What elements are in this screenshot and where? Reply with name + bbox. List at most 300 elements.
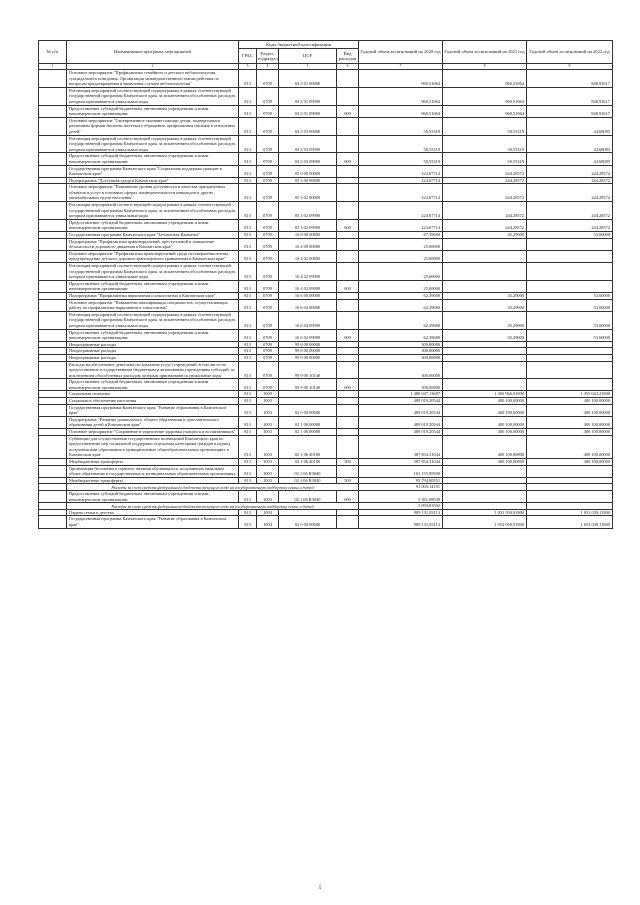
column-number-cell: 5 [279,64,337,70]
amount-2020-cell: 50,55319 [359,153,443,165]
table-row [39,70,613,88]
col-grbs-header: ГРБС [239,49,257,64]
row-number-cell [39,219,67,231]
section-cell: 0709 [257,219,279,231]
amount-2021-cell [443,490,527,502]
section-cell: 0709 [257,280,279,292]
amount-2020-cell: 960,51064 [359,87,443,105]
csr-cell: 04 3 01 09990 [279,87,337,105]
column-number-cell: 8 [443,64,527,70]
amount-2022-cell: 1 053 039,11800 [527,516,613,528]
row-name-cell: Основное мероприятие "Повышение уровня доступности и качества приоритетных объектов и услуг в основных сферах жизнедеятельности инвалидов и других маломобильных групп населения" [67,184,239,202]
row-number-cell [39,361,67,379]
table-row [39,490,613,502]
col-2022-header: Годовой объем ассигнований на 2022 год [527,41,613,64]
csr-cell: 02 1 06 R3040 [279,490,337,502]
grbs-cell: 813 [239,404,257,416]
section-cell: 0709 [257,105,279,117]
csr-cell: 02 1 06 00000 [279,429,337,436]
grbs-cell: 813 [239,361,257,379]
grbs-cell: 813 [239,435,257,458]
amount-2021-cell: 1 456 966,01800 [443,391,527,398]
col-csr-header: ЦСР [279,49,337,64]
vr-cell [337,202,359,220]
amount-2020-cell: 489 019,20544 [359,404,443,416]
amount-2022-cell: 848,93617 [527,105,613,117]
section-cell: 0709 [257,135,279,153]
amount-2022-cell: 400 100,00000 [527,435,613,458]
amount-2021-cell [443,348,527,355]
amount-2022-cell: 53,60000 [527,299,613,311]
amount-2022-cell: 244,28572 [527,219,613,231]
amount-2022-cell: 44,68085 [527,153,613,165]
row-number-cell [39,299,67,311]
amount-2022-cell [527,361,613,379]
row-name-cell: Государственная программа Камчатского края "Развитие образования в Камчатском крае" [67,404,239,416]
grbs-cell: 813 [239,184,257,202]
row-name-cell: Непрограммные расходы [67,341,239,348]
amount-2021-cell: 45,29000 [443,232,527,239]
csr-cell [279,398,337,405]
row-number-cell [39,379,67,391]
amount-2022-cell: 53,60000 [527,311,613,329]
grbs-cell: 813 [239,459,257,466]
grbs-cell: 813 [239,165,257,177]
amount-2021-cell: 244,28572 [443,165,527,177]
row-name-cell: Реализация мероприятий соответствующей подпрограммы в рамках соответствующей государственной программы Камчатского края, за исключением обособленных расходов, которым присваиваются уникальные коды [67,202,239,220]
csr-cell: 02 1 06 R3040 [279,465,337,477]
vr-cell: 600 [337,490,359,502]
section-cell: 0709 [257,238,279,250]
amount-2022-cell: 244,28572 [527,184,613,202]
csr-cell: 04 3 01 00000 [279,70,337,88]
table-row [39,250,613,262]
row-name-cell: Предоставление субсидий бюджетным, автономным учреждениям и иным некоммерческим организациям [67,153,239,165]
vr-cell [337,404,359,416]
row-number-cell [39,184,67,202]
amount-2020-cell: 50,55319 [359,135,443,153]
row-number-cell [39,503,67,510]
vr-cell [337,165,359,177]
amount-2020-cell: 489 019,20544 [359,416,443,428]
amount-2020-cell: 300,00000 [359,341,443,348]
grbs-cell: 813 [239,477,257,484]
amount-2020-cell: 1 480 047,13687 [359,391,443,398]
column-number-cell: 6 [337,64,359,70]
row-name-cell: Подпрограмма "Доступная среда в Камчатском крае" [67,177,239,184]
amount-2020-cell: 387 854,31044 [359,459,443,466]
vr-cell [337,87,359,105]
row-number-cell [39,311,67,329]
amount-2021-cell: 50,55319 [443,117,527,135]
vr-cell [337,238,359,250]
amount-2021-cell: 960,51064 [443,105,527,117]
row-name-cell: Подпрограмма "Развитие дошкольного, общего образования и дополнительного образования детей в Камчатском крае" [67,416,239,428]
table-row [39,292,613,299]
vr-cell [337,135,359,153]
csr-cell [279,391,337,398]
amount-2022-cell [527,280,613,292]
table-row [39,348,613,355]
grbs-cell: 813 [239,117,257,135]
table-row [39,509,613,516]
grbs-cell: 813 [239,263,257,281]
amount-2021-cell [443,503,527,510]
amount-2020-cell: 960,51064 [359,105,443,117]
row-name-cell: Субвенции для осуществления государственных полномочий Камчатского края по предоставлению мер социальной поддержки отдельным категориям граждан в период получения ими образования в муниципальных общеобразовательных организациях в Камчатском крае [67,435,239,458]
grbs-cell: 813 [239,416,257,428]
table-row [39,202,613,220]
amount-2022-cell [527,263,613,281]
row-name-cell: Реализация мероприятий соответствующей подпрограммы в рамках соответствующей государственной программы Камчатского края, за исключением обособленных расходов, которым присваиваются уникальные коды [67,263,239,281]
row-number-cell [39,280,67,292]
amount-2021-cell [443,354,527,361]
csr-cell: 99 0 00 00000 [279,341,337,348]
amount-2022-cell [527,250,613,262]
section-cell: 1003 [257,490,279,502]
col-vr-header: Вид расходов [337,49,359,64]
amount-2022-cell: 53,60000 [527,232,613,239]
section-cell: 1003 [257,477,279,484]
row-name-cell: Охрана семьи и детства [67,509,239,516]
row-number-cell [39,87,67,105]
amount-2020-cell: 62,39680 [359,299,443,311]
vr-cell [337,263,359,281]
amount-2020-cell: 25,00000 [359,250,443,262]
table-row [39,398,613,405]
grbs-cell: 813 [239,329,257,341]
amount-2022-cell: 848,93617 [527,87,613,105]
table-row [39,329,613,341]
grbs-cell: 813 [239,348,257,355]
amount-2022-cell [527,238,613,250]
amount-2022-cell [527,354,613,361]
csr-cell: 16 6 04 09990 [279,311,337,329]
row-number-cell [39,329,67,341]
vr-cell [337,435,359,458]
vr-cell [337,299,359,311]
amount-2020-cell: 50,55319 [359,117,443,135]
row-name-cell: Предоставление субсидий бюджетным, автономным учреждениям и иным некоммерческим организациям [67,490,239,502]
amount-2020-cell: 989 131,83113 [359,516,443,528]
csr-cell: 04 3 03 09990 [279,153,337,165]
table-row [39,404,613,416]
amount-2021-cell: 50,55319 [443,135,527,153]
csr-cell: 02 1 00 00000 [279,416,337,428]
row-number-cell [39,202,67,220]
col-codes-group-header: Коды бюджетной классификации [239,41,359,49]
section-cell: 0709 [257,177,279,184]
amount-2020-cell: 224,67714 [359,219,443,231]
row-number-cell [39,354,67,361]
row-number-cell [39,404,67,416]
vr-cell: 500 [337,477,359,484]
csr-cell: 05 3 02 09990 [279,219,337,231]
row-name-cell: Подпрограмма "Профилактика правонарушений, преступлений и повышение безопасности дорожного движения в Камчатском крае" [67,238,239,250]
amount-2022-cell [527,477,613,484]
column-number-cell: 4 [257,64,279,70]
amount-2021-cell: 400 100,00000 [443,429,527,436]
grbs-cell: 813 [239,391,257,398]
amount-2022-cell: 400 100,00000 [527,416,613,428]
section-cell: 0709 [257,329,279,341]
section-cell: 0709 [257,87,279,105]
row-number-cell [39,292,67,299]
section-cell: 0709 [257,348,279,355]
row-number-cell [39,105,67,117]
row-number-cell [39,509,67,516]
row-name-cell: Реализация мероприятий соответствующей подпрограммы в рамках соответствующей государственной программы Камчатского края, за исключением обособленных расходов, которым присваиваются уникальные коды [67,135,239,153]
row-number-cell [39,398,67,405]
amount-2021-cell [443,263,527,281]
vr-cell: 600 [337,379,359,391]
csr-cell: 16 4 02 09990 [279,280,337,292]
csr-cell: 05 0 00 00000 [279,165,337,177]
section-cell: 0709 [257,184,279,202]
row-name-cell: Основное мероприятие "Повышение квалификации специалистов, осуществляющих работу по профилактике наркомании и алкоголизма" [67,299,239,311]
amount-2020-cell: 62,39680 [359,292,443,299]
vr-cell [337,177,359,184]
section-cell: 0709 [257,263,279,281]
amount-2022-cell [527,341,613,348]
csr-cell: 99 9 00 10140 [279,361,337,379]
amount-2021-cell [443,379,527,391]
grbs-cell: 813 [239,354,257,361]
table-row [39,484,613,491]
amount-2021-cell [443,238,527,250]
budget-table [38,40,613,529]
amount-2020-cell: 989 131,83113 [359,509,443,516]
vr-cell [337,354,359,361]
amount-2022-cell: 53,60000 [527,329,613,341]
amount-2022-cell: 53,60000 [527,292,613,299]
amount-2020-cell: 300,00000 [359,361,443,379]
table-row [39,135,613,153]
row-number-cell [39,165,67,177]
amount-2021-cell: 45,29000 [443,311,527,329]
grbs-cell: 813 [239,398,257,405]
amount-2020-cell: 95 794,80551 [359,477,443,484]
section-cell: 0709 [257,165,279,177]
row-name-cell: Социальное обеспечение населения [67,398,239,405]
grbs-cell: 813 [239,465,257,477]
amount-2021-cell [443,341,527,348]
row-note-cell: Расходы за счет средств федерального бюджета текущего года на государственную поддержку семьи и детей [67,484,359,491]
grbs-cell: 813 [239,292,257,299]
grbs-cell: 813 [239,429,257,436]
row-number-cell [39,70,67,88]
table-row [39,459,613,466]
grbs-cell: 813 [239,490,257,502]
table-row [39,465,613,477]
amount-2020-cell: 5 093,03502 [359,503,443,510]
row-name-cell: Расходы на обеспечение деятельности (оказание услуг) учреждений, в том числе на предоставление государственным бюджетным и автономным учреждениям субсидий, за исключением обособленных расходов, которым присваиваются уникальные коды [67,361,239,379]
amount-2022-cell: 1 455 044,21800 [527,391,613,398]
grbs-cell: 813 [239,135,257,153]
row-name-cell: Межбюджетные трансферты [67,459,239,466]
table-row [39,391,613,398]
row-number-cell [39,263,67,281]
amount-2020-cell: 87,39680 [359,232,443,239]
budget-page [38,40,612,529]
grbs-cell: 813 [239,250,257,262]
table-row [39,87,613,105]
section-cell: 0709 [257,250,279,262]
row-number-cell [39,232,67,239]
vr-cell [337,465,359,477]
csr-cell: 05 3 00 00000 [279,177,337,184]
row-name-cell: Реализация мероприятий соответствующей подпрограммы в рамках соответствующей государственной программы Камчатского края, за исключением обособленных расходов, которым присваиваются уникальные коды [67,87,239,105]
csr-cell: 16 4 00 00000 [279,238,337,250]
amount-2020-cell: 224,67714 [359,177,443,184]
amount-2021-cell [443,361,527,379]
grbs-cell: 813 [239,299,257,311]
grbs-cell: 813 [239,153,257,165]
row-number-cell [39,465,67,477]
table-row [39,153,613,165]
grbs-cell: 813 [239,202,257,220]
grbs-cell: 813 [239,219,257,231]
amount-2020-cell: 25,00000 [359,263,443,281]
amount-2021-cell: 400 100,00000 [443,459,527,466]
col-2021-header: Годовой объем ассигнований на 2021 год [443,41,527,64]
amount-2021-cell: 45,29000 [443,299,527,311]
table-row [39,416,613,428]
csr-cell: 16 4 02 00000 [279,250,337,262]
section-cell: 1000 [257,391,279,398]
row-name-cell: Основное мероприятие "Профилактика семейного и детского неблагополучия, суицидального поведения. Организация межведомственного взаимодействия по вопросам предотвращения и выявления случаев неблагополучия" [67,70,239,88]
amount-2020-cell: 91 003,14101 [359,484,443,491]
table-row [39,263,613,281]
section-cell: 1003 [257,459,279,466]
vr-cell [337,250,359,262]
section-cell: 0709 [257,232,279,239]
section-cell: 1003 [257,416,279,428]
amount-2021-cell: 400 100,00000 [443,416,527,428]
table-row [39,280,613,292]
column-number-cell: 7 [359,64,443,70]
table-row [39,219,613,231]
amount-2020-cell: 300,00000 [359,379,443,391]
row-name-cell: Основное мероприятие "Профилактика правонарушений среди несовершеннолетних, предупреждение детского дорожно-транспортного травматизма в Камчатском крае" [67,250,239,262]
csr-cell: 05 3 02 00000 [279,184,337,202]
table-row [39,311,613,329]
section-cell: 0709 [257,354,279,361]
row-number-cell [39,490,67,502]
column-number-cell: 9 [527,64,613,70]
section-cell: 0709 [257,70,279,88]
amount-2022-cell: 1 053 039,11800 [527,509,613,516]
grbs-cell: 813 [239,238,257,250]
table-row [39,165,613,177]
row-note-cell: Расходы за счет средств федерального бюджета текущего года на государственную поддержку семьи и детей [67,503,359,510]
amount-2020-cell: 25,00000 [359,280,443,292]
amount-2020-cell: 489 019,20544 [359,429,443,436]
amount-2020-cell: 224,67714 [359,165,443,177]
amount-2020-cell: 300,00000 [359,354,443,361]
grbs-cell: 813 [239,70,257,88]
row-name-cell: Непрограммные расходы [67,348,239,355]
amount-2022-cell [527,348,613,355]
grbs-cell: 813 [239,105,257,117]
csr-cell: 16 0 00 00000 [279,232,337,239]
table-row [39,105,613,117]
grbs-cell: 813 [239,341,257,348]
amount-2022-cell [527,484,613,491]
amount-2021-cell: 45,29000 [443,329,527,341]
grbs-cell: 813 [239,516,257,528]
table-row [39,429,613,436]
table-row [39,379,613,391]
vr-cell: 600 [337,153,359,165]
table-row [39,232,613,239]
vr-cell [337,509,359,516]
table-row [39,299,613,311]
row-number-cell [39,435,67,458]
csr-cell: 16 6 00 00000 [279,292,337,299]
grbs-cell: 813 [239,311,257,329]
table-row [39,361,613,379]
amount-2021-cell: 400 100,00000 [443,398,527,405]
vr-cell [337,184,359,202]
amount-2022-cell [527,490,613,502]
amount-2021-cell: 400 100,00000 [443,404,527,416]
grbs-cell: 813 [239,232,257,239]
section-cell: 1003 [257,429,279,436]
row-number-cell [39,391,67,398]
amount-2020-cell: 224,67714 [359,202,443,220]
amount-2022-cell [527,379,613,391]
row-number-cell [39,459,67,466]
amount-2022-cell: 400 100,00000 [527,404,613,416]
row-number-cell [39,135,67,153]
amount-2020-cell: 387 854,31044 [359,435,443,458]
amount-2022-cell: 400 100,00000 [527,459,613,466]
amount-2022-cell: 400 100,00000 [527,429,613,436]
page-number: 5 [318,886,322,891]
row-number-cell [39,250,67,262]
vr-cell: 500 [337,459,359,466]
amount-2021-cell [443,484,527,491]
vr-cell [337,391,359,398]
table-row [39,354,613,361]
amount-2022-cell: 848,93617 [527,70,613,88]
amount-2022-cell: 44,68085 [527,135,613,153]
csr-cell: 16 6 04 00000 [279,299,337,311]
amount-2021-cell: 960,51064 [443,87,527,105]
amount-2022-cell [527,503,613,510]
row-name-cell: Предоставление субсидий бюджетным, автономным учреждениям и иным некоммерческим организациям [67,280,239,292]
amount-2022-cell: 400 100,00000 [527,398,613,405]
row-name-cell: Непрограммные расходы [67,354,239,361]
row-name-cell: Предоставление субсидий бюджетным, автономным учреждениям и иным некоммерческим организациям [67,379,239,391]
row-name-cell: Предоставление субсидий бюджетным, автономным учреждениям и иным некоммерческим организациям [67,329,239,341]
csr-cell [279,509,337,516]
row-name-cell: Организация бесплатного горячего питания обучающихся, получающих начальное общее образование в государственных и муниципальных образовательных организациях [67,465,239,477]
vr-cell [337,516,359,528]
csr-cell: 04 3 03 00000 [279,117,337,135]
row-number-cell [39,238,67,250]
amount-2021-cell: 244,28572 [443,202,527,220]
csr-cell: 04 3 03 09990 [279,135,337,153]
section-cell: 0709 [257,341,279,348]
grbs-cell: 813 [239,509,257,516]
row-name-cell: Предоставление субсидий бюджетным, автономным учреждениям и иным некоммерческим организациям [67,105,239,117]
table-row [39,435,613,458]
col-name-header: Наименование программ, мероприятий [67,41,239,64]
table-row [39,238,613,250]
csr-cell: 99 9 00 10140 [279,379,337,391]
